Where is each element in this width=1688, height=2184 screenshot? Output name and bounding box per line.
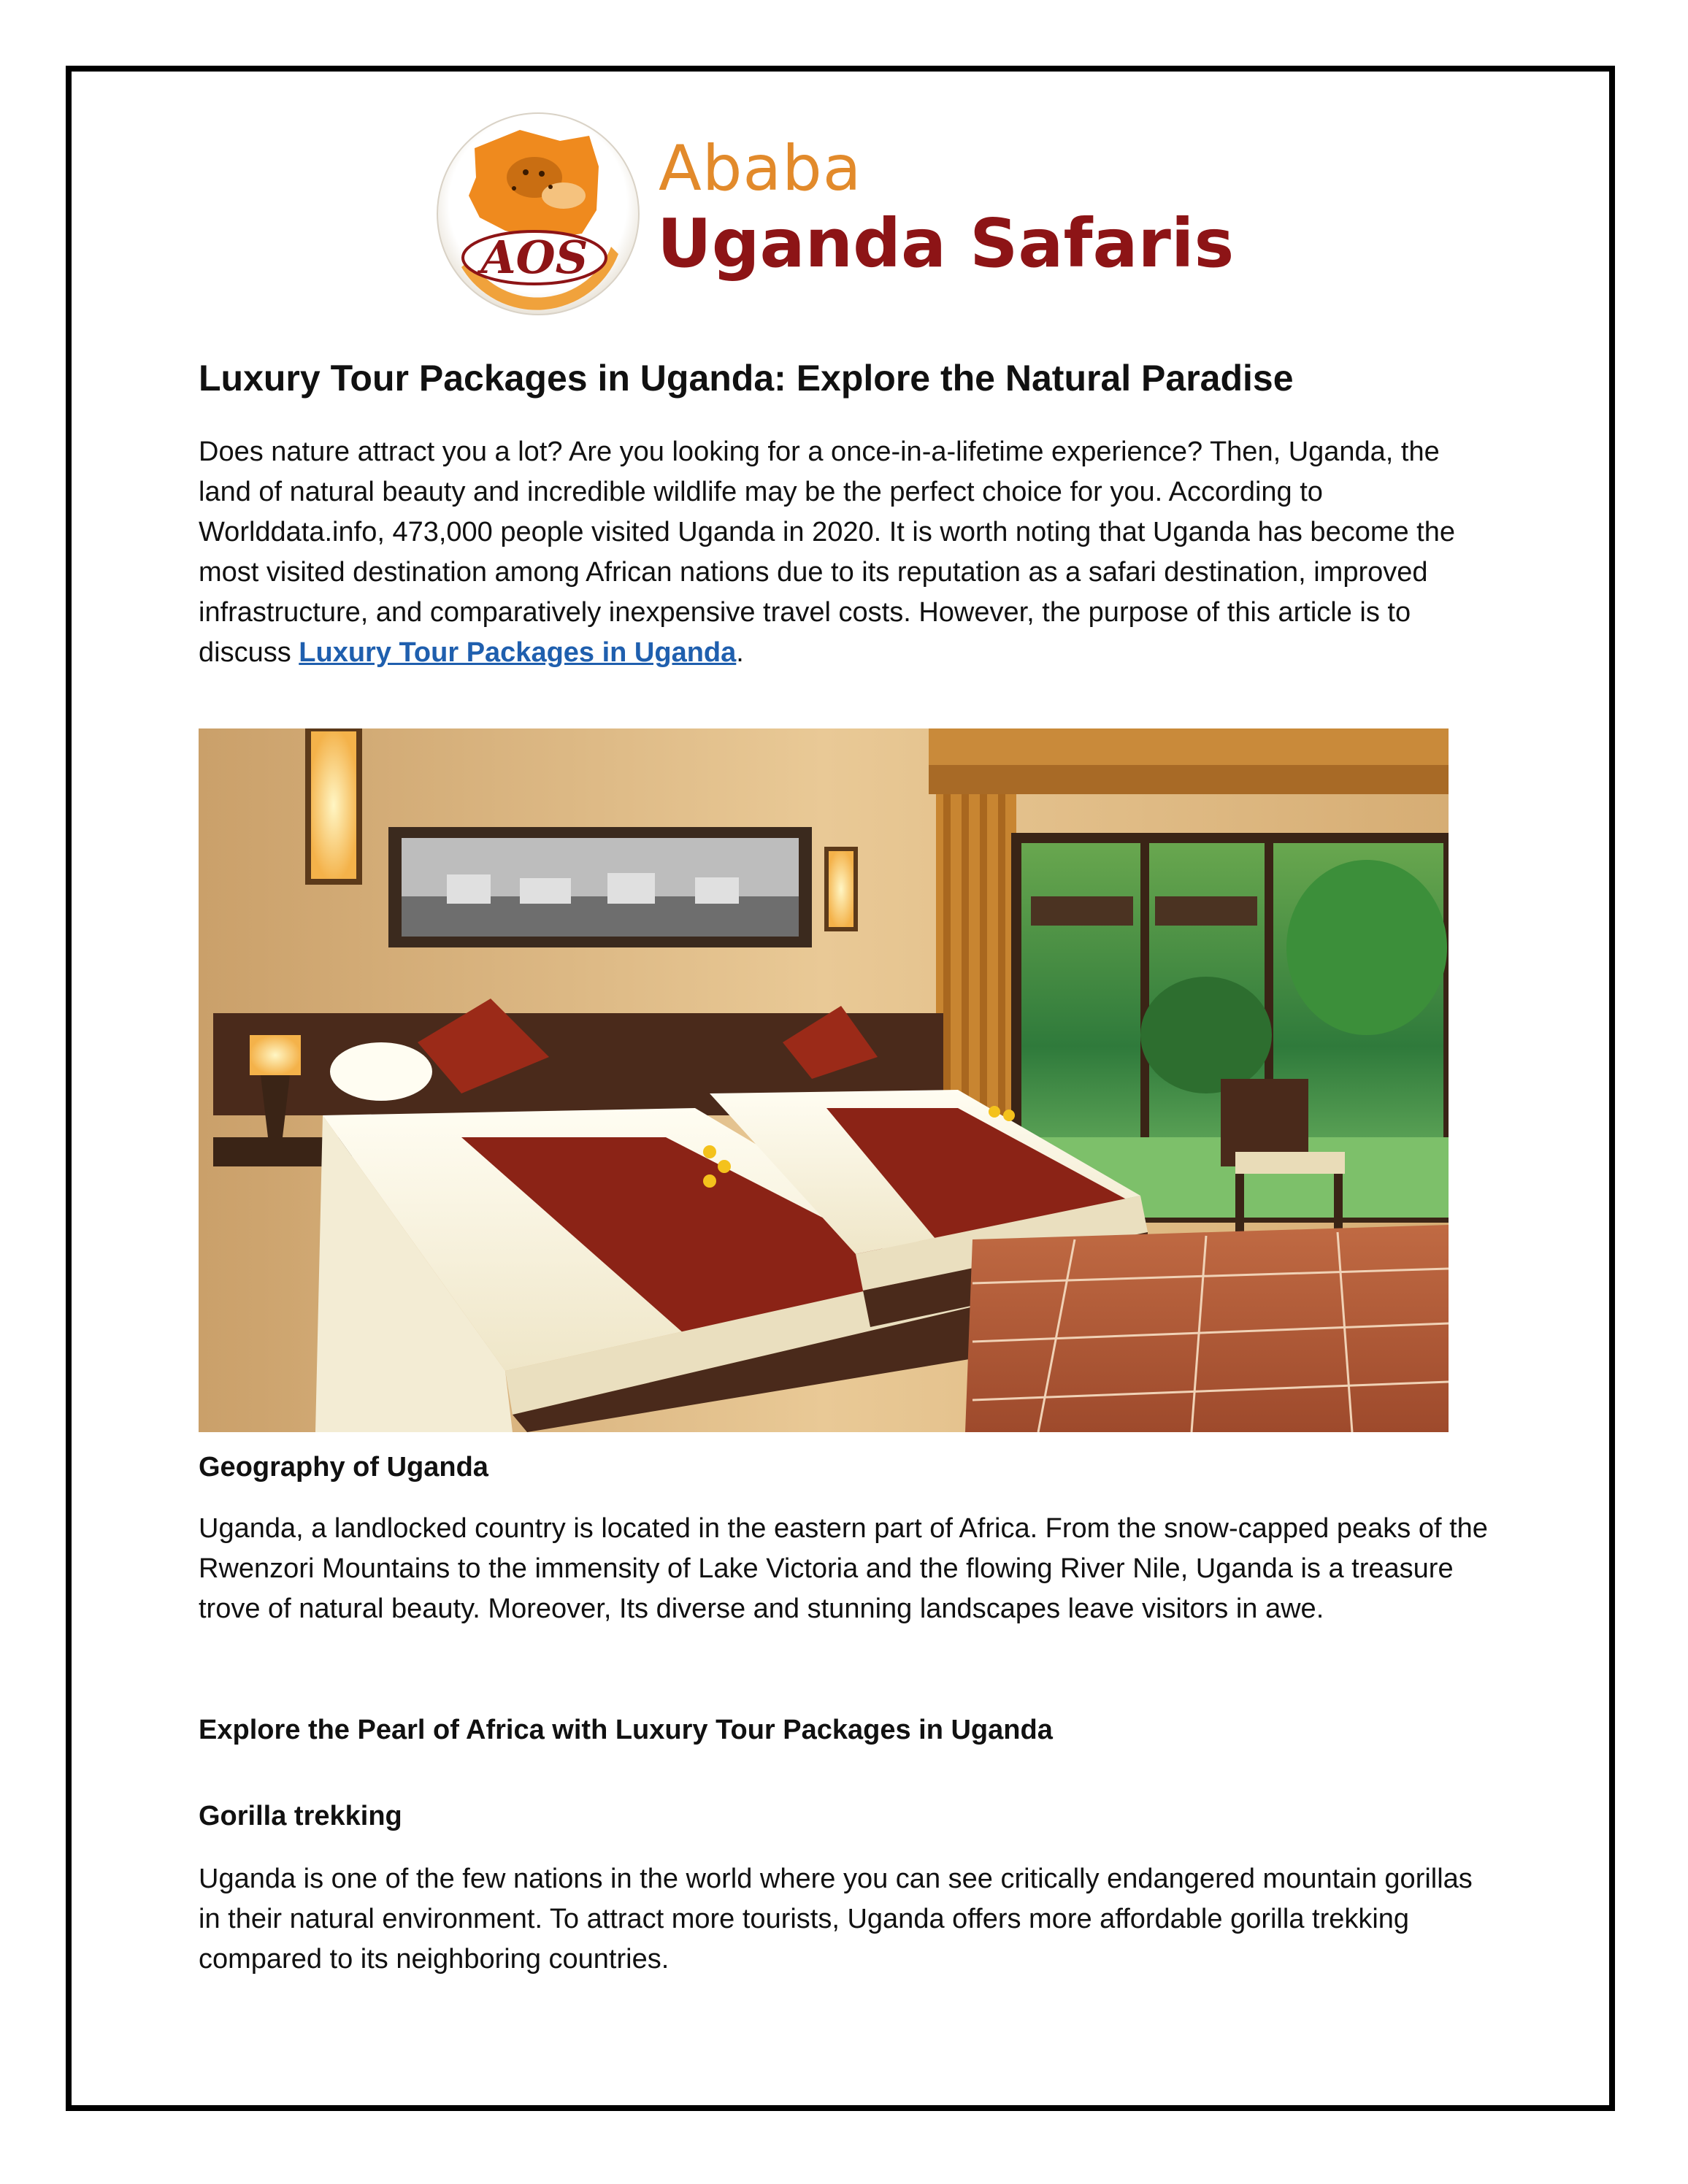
logo-badge-text: AOS [480, 231, 588, 284]
luxury-tour-packages-link[interactable]: Luxury Tour Packages in Uganda [299, 637, 737, 668]
section-body-gorilla: Uganda is one of the few nations in the world where you can see critically endangered mountain gorillas in their natural environment. To attract more tourists, Uganda offers more affordable gorilla trekking compared to its neighboring countries. [199, 1864, 1473, 1975]
intro-paragraph [199, 432, 1498, 673]
intro-text: Does nature attract you a lot? Are you looking for a once-in-a-lifetime experience? Then, Uganda, the land of natural beauty and incredible wildlife may be the perfect choice for you. According to Worlddata.info, 473,000 people visited Uganda in 2020. It is worth noting that Uganda has become the most visited destination among African nations due to its reputation as a safari destination, improved infrastructure, and comparatively inexpensive travel costs. However, the purpose of this article is to discuss [199, 437, 1456, 668]
section-heading-geography: Geography of Uganda [199, 1452, 488, 1483]
section-heading-explore: Explore the Pearl of Africa with Luxury Tour Packages in Uganda [199, 1715, 1053, 1745]
logo-word-uganda-safaris: Uganda Safaris [657, 204, 1235, 282]
page-title: Luxury Tour Packages in Uganda: Explore the Natural Paradise [199, 358, 1294, 399]
intro-end: . [736, 637, 744, 668]
section-body-geography: Uganda, a landlocked country is located in the eastern part of Africa. From the snow-capped peaks of the Rwenzori Mountains to the immensity of Lake Victoria and the flowing River Nile, Uganda is a treasure trove of natural beauty. Moreover, Its diverse and stunning landscapes leave visitors in awe. [199, 1513, 1488, 1624]
logo-word-ababa: Ababa [659, 132, 862, 205]
section-heading-gorilla: Gorilla trekking [199, 1801, 402, 1831]
logo-badge [432, 108, 644, 320]
hotel-room-photo [199, 728, 1449, 1432]
logo [432, 108, 1235, 320]
